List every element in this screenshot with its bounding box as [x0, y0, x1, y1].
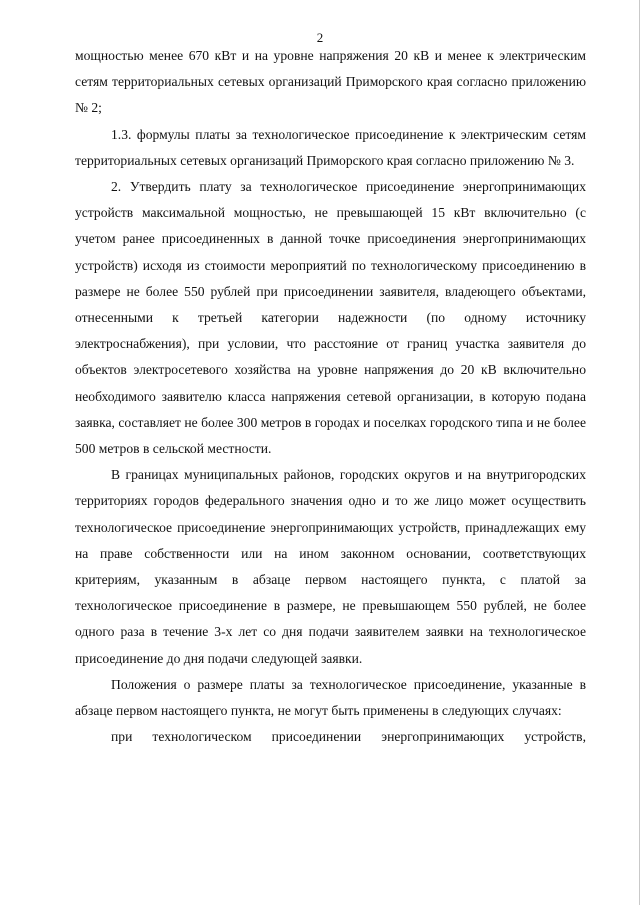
paragraph-municipal-borders: В границах муниципальных районов, городских округов и на внутригородских территориях городов федерального значения одно и то же лицо может осуществить технологическое присоединение энергопринимающих устройств, принадлежащих ему на праве собственности или на ином законном основании, соответствующих критериям, указанным в абзаце первом настоящего пункта, с платой за технологическое присоединение в размере, не превышающем 550 рублей, не более одного раза в течение 3-х лет со дня подачи заявителем заявки на технологическое присоединение до дня подачи следующей заявки.: [75, 467, 586, 666]
paragraph-item-1-3: 1.3. формулы платы за технологическое присоединение к электрическим сетям территориальных сетевых организаций Приморского края согласно приложению № 3.: [75, 126, 586, 168]
paragraph-case-start: при технологическом присоединении энергопринимающих устройств,: [111, 729, 586, 745]
page-number: 2: [316, 30, 324, 45]
paragraph-continuation: мощностью менее 670 кВт и на уровне напряжения 20 кВ и менее к электрическим сетям территориальных сетевых организаций Приморского края согласно приложению № 2;: [75, 48, 586, 116]
paragraph-provisions: Положения о размере платы за технологическое присоединение, указанные в абзаце первом настоящего пункта, не могут быть применены в следующих случаях:: [75, 676, 586, 719]
paragraph-item-2: 2. Утвердить плату за технологическое присоединение энергопринимающих устройств максимальной мощностью, не превышающей 15 кВт включительно (с учетом ранее присоединенных в данной точке присоединения энергопринимающих устройств) исходя из стоимости мероприятий по технологическому присоединению в размере не более 550 рублей при присоединении заявителя, владеющего объектами, отнесенными к третьей категории надежности (по одному источнику электроснабжения), при условии, что расстояние от границ участка заявителя до объектов электросетевого хозяйства на уровне напряжения до 20 кВ включительно необходимого заявителю класса напряжения сетевой организации, в которую подана заявка, составляет не более 300 метров в городах и поселках городского типа и не более 500 метров в сельской местности.: [75, 179, 586, 457]
document-body: [75, 43, 586, 750]
